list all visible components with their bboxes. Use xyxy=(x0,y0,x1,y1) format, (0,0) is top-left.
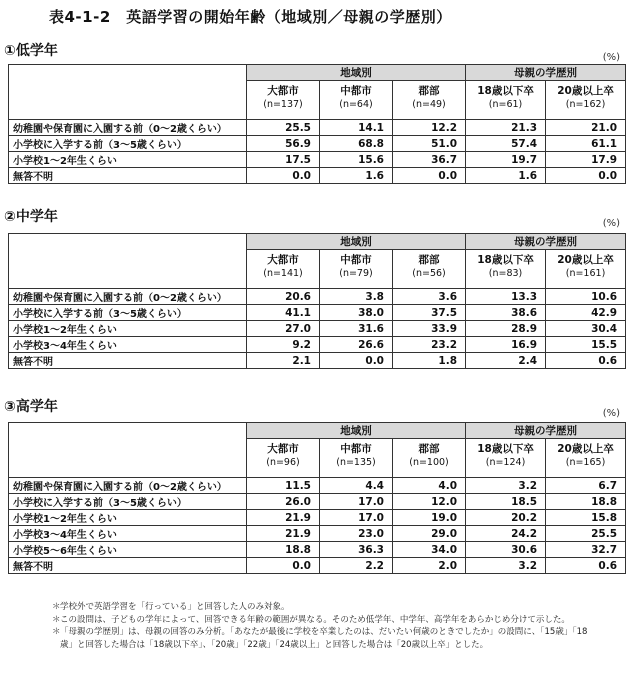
column-header xyxy=(546,81,626,120)
value-cell: 61.1 xyxy=(546,136,626,152)
column-header xyxy=(546,250,626,289)
value-cell: 0.0 xyxy=(247,168,320,184)
section-title: ②中学年 xyxy=(4,209,58,225)
value-cell: 25.5 xyxy=(546,526,626,542)
value-cell: 21.3 xyxy=(466,120,546,136)
column-label: 中都市 xyxy=(340,85,372,97)
group-header-region: 地域別 xyxy=(247,65,466,81)
sample-size: (n=100) xyxy=(409,457,449,468)
value-cell: 18.5 xyxy=(466,494,546,510)
column-header xyxy=(320,81,393,120)
footnote: ＊ この設問は、子どもの学年によって、回答できる年齢の範囲が異なる。そのため低学年、中学年、高学年をあらかじめ分けて示した。 xyxy=(52,614,570,625)
column-label: 20歳以上卒 xyxy=(557,443,614,455)
column-header xyxy=(320,439,393,478)
value-cell: 2.4 xyxy=(466,353,546,369)
table-row xyxy=(9,353,626,369)
row-label: 小学校3〜4年生くらい xyxy=(9,337,247,353)
unit-label: (%) xyxy=(602,52,620,63)
table-row xyxy=(9,289,626,305)
value-cell: 26.0 xyxy=(247,494,320,510)
sample-size: (n=135) xyxy=(336,457,376,468)
row-label: 小学校に入学する前（3〜5歳くらい） xyxy=(9,494,247,510)
column-label: 20歳以上卒 xyxy=(557,254,614,266)
row-label: 無答不明 xyxy=(9,353,247,369)
value-cell: 0.6 xyxy=(546,353,626,369)
value-cell: 36.3 xyxy=(320,542,393,558)
footnote: ＊ 「母親の学歴別」は、母親の回答のみ分析。「あなたが最後に学校を卒業したのは、だいたい何歳のときでしたか」の設問に、「15歳」「18歳」と回答した場合は「18歳以下卒」、「20歳」「22歳」「24歳以上」と回答した場合は「20歳以上卒」とした。 xyxy=(52,627,588,650)
sample-size: (n=141) xyxy=(263,268,303,279)
footnote: ＊ 学校外で英語学習を「行っている」と回答した人のみ対象。 xyxy=(52,602,290,612)
value-cell: 31.6 xyxy=(320,321,393,337)
row-label: 小学校3〜4年生くらい xyxy=(9,526,247,542)
value-cell: 36.7 xyxy=(393,152,466,168)
column-header xyxy=(466,81,546,120)
row-label: 小学校5〜6年生くらい xyxy=(9,542,247,558)
column-header xyxy=(466,439,546,478)
page-title: 表4-1-2 英語学習の開始年齢（地域別／母親の学歴別） xyxy=(49,8,452,26)
table-row xyxy=(9,510,626,526)
value-cell: 18.8 xyxy=(546,494,626,510)
table-row xyxy=(9,494,626,510)
value-cell: 1.6 xyxy=(466,168,546,184)
column-header xyxy=(320,250,393,289)
sample-size: (n=64) xyxy=(339,99,373,110)
value-cell: 37.5 xyxy=(393,305,466,321)
sample-size: (n=137) xyxy=(263,99,303,110)
value-cell: 6.7 xyxy=(546,478,626,494)
group-header-education: 母親の学歴別 xyxy=(466,234,626,250)
table-row xyxy=(9,478,626,494)
column-label: 大都市 xyxy=(267,85,299,97)
table-row xyxy=(9,136,626,152)
column-label: 18歳以下卒 xyxy=(477,85,534,97)
value-cell: 0.0 xyxy=(320,353,393,369)
column-header xyxy=(466,250,546,289)
value-cell: 56.9 xyxy=(247,136,320,152)
sample-size: (n=161) xyxy=(565,268,606,279)
row-label: 小学校に入学する前（3〜5歳くらい） xyxy=(9,136,247,152)
row-label: 幼稚園や保育園に入園する前（0〜2歳くらい） xyxy=(9,289,247,305)
table-row xyxy=(9,526,626,542)
column-label: 中都市 xyxy=(340,443,372,455)
value-cell: 3.2 xyxy=(466,558,546,574)
value-cell: 23.2 xyxy=(393,337,466,353)
value-cell: 21.0 xyxy=(546,120,626,136)
data-table xyxy=(8,233,626,369)
sample-size: (n=61) xyxy=(488,99,523,110)
column-label: 大都市 xyxy=(267,443,299,455)
section-title: ①低学年 xyxy=(4,43,58,59)
row-label: 小学校1〜2年生くらい xyxy=(9,152,247,168)
row-label: 小学校1〜2年生くらい xyxy=(9,321,247,337)
header-blank-cell xyxy=(9,234,247,289)
column-header xyxy=(393,81,466,120)
group-header-region: 地域別 xyxy=(247,234,466,250)
value-cell: 17.0 xyxy=(320,494,393,510)
column-label: 18歳以下卒 xyxy=(477,254,534,266)
value-cell: 57.4 xyxy=(466,136,546,152)
column-label: 郡部 xyxy=(418,85,440,97)
row-label: 幼稚園や保育園に入園する前（0〜2歳くらい） xyxy=(9,120,247,136)
column-label: 郡部 xyxy=(418,443,440,455)
value-cell: 24.2 xyxy=(466,526,546,542)
sample-size: (n=96) xyxy=(266,457,300,468)
sample-size: (n=79) xyxy=(339,268,373,279)
value-cell: 32.7 xyxy=(546,542,626,558)
value-cell: 30.4 xyxy=(546,321,626,337)
value-cell: 12.0 xyxy=(393,494,466,510)
value-cell: 21.9 xyxy=(247,510,320,526)
value-cell: 16.9 xyxy=(466,337,546,353)
table-row xyxy=(9,168,626,184)
value-cell: 21.9 xyxy=(247,526,320,542)
header-blank-cell xyxy=(9,423,247,478)
table-row xyxy=(9,305,626,321)
value-cell: 19.7 xyxy=(466,152,546,168)
data-table xyxy=(8,64,626,184)
value-cell: 20.2 xyxy=(466,510,546,526)
data-table xyxy=(8,422,626,574)
column-header xyxy=(393,439,466,478)
value-cell: 42.9 xyxy=(546,305,626,321)
table-row xyxy=(9,337,626,353)
value-cell: 25.5 xyxy=(247,120,320,136)
column-label: 大都市 xyxy=(267,254,299,266)
row-label: 無答不明 xyxy=(9,168,247,184)
value-cell: 1.6 xyxy=(320,168,393,184)
value-cell: 23.0 xyxy=(320,526,393,542)
value-cell: 33.9 xyxy=(393,321,466,337)
value-cell: 17.5 xyxy=(247,152,320,168)
value-cell: 26.6 xyxy=(320,337,393,353)
value-cell: 1.8 xyxy=(393,353,466,369)
value-cell: 14.1 xyxy=(320,120,393,136)
value-cell: 38.6 xyxy=(466,305,546,321)
value-cell: 0.0 xyxy=(393,168,466,184)
value-cell: 17.9 xyxy=(546,152,626,168)
value-cell: 2.1 xyxy=(247,353,320,369)
table-row xyxy=(9,542,626,558)
column-header xyxy=(247,439,320,478)
sample-size: (n=165) xyxy=(565,457,606,468)
sample-size: (n=56) xyxy=(412,268,446,279)
unit-label: (%) xyxy=(602,408,620,419)
column-header xyxy=(546,439,626,478)
value-cell: 4.4 xyxy=(320,478,393,494)
value-cell: 10.6 xyxy=(546,289,626,305)
unit-label: (%) xyxy=(602,218,620,229)
value-cell: 2.0 xyxy=(393,558,466,574)
value-cell: 18.8 xyxy=(247,542,320,558)
row-label: 小学校1〜2年生くらい xyxy=(9,510,247,526)
row-label: 無答不明 xyxy=(9,558,247,574)
footnotes xyxy=(52,601,592,651)
value-cell: 68.8 xyxy=(320,136,393,152)
sample-size: (n=162) xyxy=(565,99,606,110)
value-cell: 38.0 xyxy=(320,305,393,321)
value-cell: 15.6 xyxy=(320,152,393,168)
group-header-region: 地域別 xyxy=(247,423,466,439)
sample-size: (n=124) xyxy=(485,457,526,468)
value-cell: 15.8 xyxy=(546,510,626,526)
row-label: 幼稚園や保育園に入園する前（0〜2歳くらい） xyxy=(9,478,247,494)
value-cell: 15.5 xyxy=(546,337,626,353)
row-label: 小学校に入学する前（3〜5歳くらい） xyxy=(9,305,247,321)
value-cell: 9.2 xyxy=(247,337,320,353)
column-header xyxy=(393,250,466,289)
column-label: 18歳以下卒 xyxy=(477,443,534,455)
table-row xyxy=(9,120,626,136)
value-cell: 3.2 xyxy=(466,478,546,494)
value-cell: 3.6 xyxy=(393,289,466,305)
value-cell: 3.8 xyxy=(320,289,393,305)
value-cell: 11.5 xyxy=(247,478,320,494)
value-cell: 34.0 xyxy=(393,542,466,558)
table-row xyxy=(9,558,626,574)
value-cell: 0.0 xyxy=(247,558,320,574)
group-header-education: 母親の学歴別 xyxy=(466,423,626,439)
value-cell: 29.0 xyxy=(393,526,466,542)
value-cell: 30.6 xyxy=(466,542,546,558)
value-cell: 12.2 xyxy=(393,120,466,136)
value-cell: 41.1 xyxy=(247,305,320,321)
column-header xyxy=(247,250,320,289)
sample-size: (n=49) xyxy=(412,99,446,110)
value-cell: 51.0 xyxy=(393,136,466,152)
section-title: ③高学年 xyxy=(4,399,58,415)
column-header xyxy=(247,81,320,120)
column-label: 郡部 xyxy=(418,254,440,266)
value-cell: 13.3 xyxy=(466,289,546,305)
value-cell: 27.0 xyxy=(247,321,320,337)
column-label: 20歳以上卒 xyxy=(557,85,614,97)
value-cell: 4.0 xyxy=(393,478,466,494)
value-cell: 19.0 xyxy=(393,510,466,526)
value-cell: 28.9 xyxy=(466,321,546,337)
header-blank-cell xyxy=(9,65,247,120)
value-cell: 20.6 xyxy=(247,289,320,305)
value-cell: 2.2 xyxy=(320,558,393,574)
table-row xyxy=(9,152,626,168)
column-label: 中都市 xyxy=(340,254,372,266)
value-cell: 17.0 xyxy=(320,510,393,526)
sample-size: (n=83) xyxy=(488,268,523,279)
group-header-education: 母親の学歴別 xyxy=(466,65,626,81)
value-cell: 0.6 xyxy=(546,558,626,574)
table-row xyxy=(9,321,626,337)
value-cell: 0.0 xyxy=(546,168,626,184)
